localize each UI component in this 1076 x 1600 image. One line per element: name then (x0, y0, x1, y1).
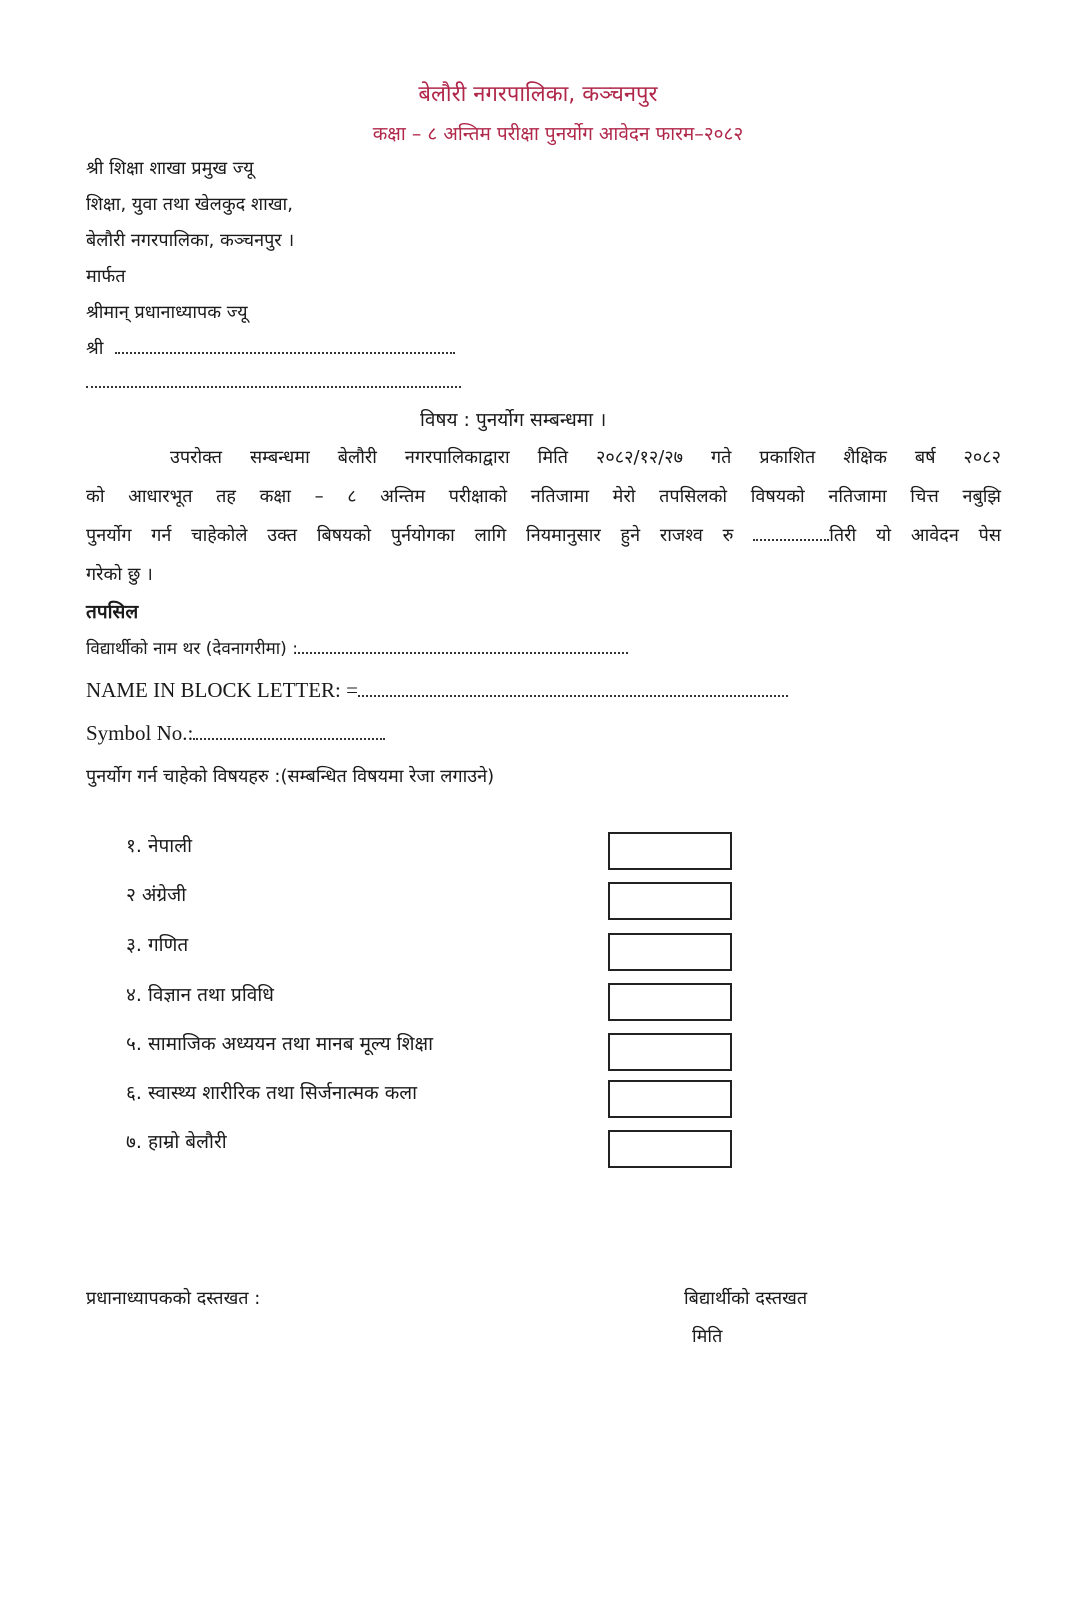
checkbox-health[interactable] (608, 1080, 732, 1118)
checkbox-english[interactable] (608, 882, 732, 920)
address-line-3: बेलौरी नगरपालिका, कञ्चनपुर । (86, 230, 295, 251)
school-name-blank[interactable] (115, 351, 455, 354)
body-line-1 (86, 438, 1001, 477)
address-line-6 (86, 336, 455, 360)
name-devanagari-row (86, 636, 628, 659)
subject-item-social: ५. सामाजिक अध्ययन तथा मानब मूल्य शिक्षा (126, 1033, 434, 1055)
address-line-7 (86, 372, 461, 393)
headmaster-signature-label: प्रधानाध्यापकको दस्तखत : (86, 1288, 261, 1309)
name-devanagari-field[interactable] (298, 651, 628, 654)
subjects-instruction: पुनर्योग गर्न चाहेको विषयहरु :(सम्बन्धित विषयमा रेजा लगाउने) (86, 766, 495, 787)
symbol-field[interactable] (193, 737, 385, 740)
subject-item-math: ३. गणित (126, 934, 189, 956)
checkbox-nepali[interactable] (608, 832, 732, 870)
name-block-field[interactable] (358, 694, 788, 697)
address-line-2: शिक्षा, युवा तथा खेलकुद शाखा, (86, 194, 293, 215)
address-line-5: श्रीमान् प्रधानाध्यापक ज्यू (86, 302, 248, 323)
form-title: कक्षा – ८ अन्तिम परीक्षा पुनर्योग आवेदन फारम–२०८२ (372, 123, 744, 145)
subject-line: विषय : पुनर्योग सम्बन्धमा । (420, 409, 607, 431)
body-line-2-text: को आधारभूत तह कक्षा – ८ अन्तिम परीक्षाको नतिजामा मेरो तपसिलको विषयको नतिजामा चित्त नबुझि (86, 486, 1001, 507)
subject-item-hamro-belauri: ७. हाम्रो बेलौरी (126, 1131, 227, 1153)
body-line-4 (86, 555, 1001, 594)
fee-amount-blank[interactable] (753, 538, 829, 541)
body-line-2 (86, 477, 1001, 516)
address-line-4: मार्फत (86, 266, 126, 287)
symbol-label: Symbol No.: (86, 721, 194, 745)
checkbox-science[interactable] (608, 983, 732, 1021)
school-address-blank[interactable] (86, 385, 461, 388)
checkbox-math[interactable] (608, 933, 732, 971)
student-signature-label: बिद्यार्थीको दस्तखत (684, 1288, 808, 1309)
body-line-3 (86, 516, 1001, 555)
body-line-3a-text: पुनर्योग गर्न चाहेकोले उक्त बिषयको पुर्नयोगका लागि नियमानुसार हुने राजश्व रु (86, 525, 734, 546)
date-label: मिति (692, 1326, 723, 1347)
subject-item-health: ६. स्वास्थ्य शारीरिक तथा सिर्जनात्मक कला (126, 1082, 418, 1104)
checkbox-social[interactable] (608, 1033, 732, 1071)
address-line-1: श्री शिक्षा शाखा प्रमुख ज्यू (86, 158, 254, 179)
body-paragraph (86, 438, 1001, 594)
name-devanagari-label: विद्यार्थीको नाम थर (देवनागरीमा) : (86, 639, 298, 659)
body-line-4-text: गरेको छु । (86, 564, 153, 585)
symbol-row (86, 721, 385, 746)
details-heading: तपसिल (86, 601, 139, 623)
name-block-row (86, 678, 788, 703)
checkbox-hamro-belauri[interactable] (608, 1130, 732, 1168)
body-line-3b-text: तिरी यो आवेदन पेस (829, 525, 1001, 546)
name-block-label: NAME IN BLOCK LETTER: = (86, 678, 358, 702)
subject-item-nepali: १. नेपाली (126, 835, 193, 857)
subject-item-english: २ अंग्रेजी (126, 884, 187, 906)
subject-item-science: ४. विज्ञान तथा प्रविधि (126, 984, 274, 1006)
address-line-6-prefix: श्री (86, 338, 104, 359)
body-line-1-text: उपरोक्त सम्बन्धमा बेलौरी नगरपालिकाद्वारा मिति २०८२/१२/२७ गते प्रकाशित शैक्षिक बर्ष २०८२ (170, 447, 1001, 468)
org-title: बेलौरी नगरपालिका, कञ्चनपुर (418, 82, 658, 107)
